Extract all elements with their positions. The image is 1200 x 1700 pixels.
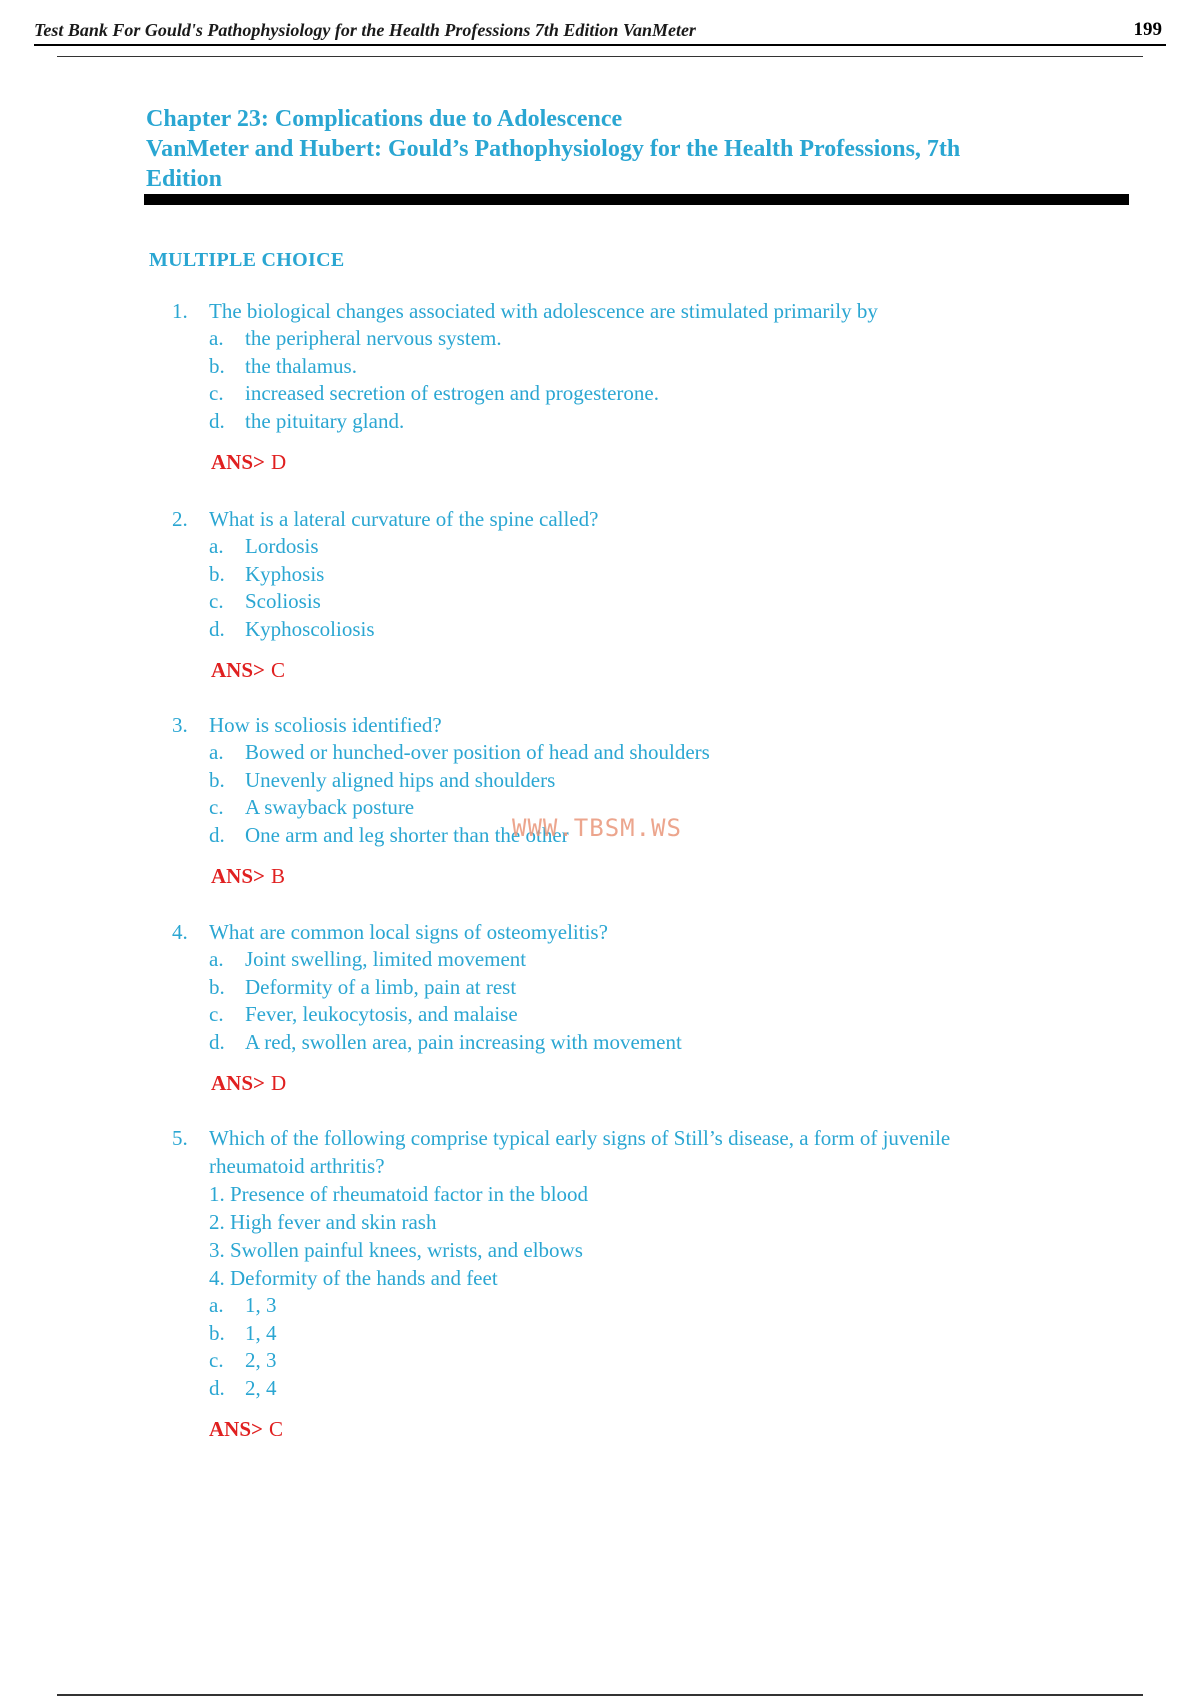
answer-label: ANS> — [211, 450, 265, 474]
option-b — [209, 353, 1072, 381]
option-text: Unevenly aligned hips and shoulders — [245, 767, 556, 792]
answer-value: B — [270, 864, 285, 888]
question-text: What are common local signs of osteomyelitis? — [209, 920, 608, 944]
option-letter: a. — [209, 534, 224, 558]
option-a — [209, 739, 1072, 767]
option-letter: d. — [209, 1029, 225, 1054]
question-stem — [172, 297, 1072, 325]
option-text: increased secretion of estrogen and progesterone. — [245, 381, 659, 405]
option-text: Kyphosis — [245, 561, 325, 586]
option-letter: c. — [209, 381, 224, 405]
book-title-line-2: Edition — [146, 166, 223, 192]
question-number: 5. — [172, 1126, 188, 1150]
option-text: 1, 3 — [245, 1293, 277, 1317]
statement-item: 1. Presence of rheumatoid factor in the blood — [209, 1182, 589, 1206]
option-a — [209, 533, 1072, 561]
option-c — [209, 588, 1072, 616]
option-text: One arm and leg shorter than the other — [245, 822, 569, 847]
option-letter: a. — [209, 740, 224, 764]
question-number: 2. — [172, 507, 188, 531]
statement-item: 2. High fever and skin rash — [209, 1210, 437, 1234]
option-text: Scoliosis — [245, 589, 321, 613]
option-letter: d. — [209, 822, 225, 847]
answer-value: C — [268, 1417, 283, 1441]
option-letter: b. — [209, 561, 225, 586]
question-2 — [172, 505, 1072, 684]
option-c — [209, 380, 1072, 408]
footer-rule — [57, 1694, 1143, 1696]
answer-line — [209, 1415, 1072, 1443]
chapter-divider-bar — [144, 194, 1129, 205]
option-text: A red, swollen area, pain increasing with movement — [245, 1029, 682, 1054]
chapter-heading — [146, 104, 1136, 194]
answer-line — [211, 862, 1072, 890]
question-text — [209, 1124, 1072, 1180]
option-text: the thalamus. — [245, 353, 357, 378]
option-text: 2, 3 — [245, 1348, 277, 1372]
book-title-line-1: VanMeter and Hubert: Gould’s Pathophysiology for the Health Professions, 7th — [146, 136, 961, 162]
option-a — [209, 1292, 1072, 1320]
option-c — [209, 1347, 1072, 1375]
option-text: Lordosis — [245, 534, 319, 558]
option-letter: b. — [209, 767, 225, 792]
option-letter: d. — [209, 408, 225, 433]
option-text: 1, 4 — [245, 1320, 277, 1345]
answer-line — [211, 656, 1072, 684]
question-text-line-1: Which of the following comprise typical early signs of Still’s disease, a form of juvenile — [209, 1126, 951, 1150]
option-letter: c. — [209, 1002, 224, 1026]
answer-value: D — [270, 450, 287, 474]
answer-value: C — [270, 658, 285, 682]
answer-line — [211, 1069, 1072, 1097]
option-text: the pituitary gland. — [245, 408, 405, 433]
question-number: 1. — [172, 299, 188, 323]
answer-label: ANS> — [211, 1071, 265, 1095]
statement-item: 3. Swollen painful knees, wrists, and elbows — [209, 1238, 583, 1262]
option-letter: d. — [209, 1375, 225, 1400]
question-3 — [172, 711, 1072, 890]
answer-line — [211, 448, 1072, 476]
header-rule — [57, 56, 1143, 57]
question-1 — [172, 297, 1072, 476]
option-c — [209, 1001, 1072, 1029]
option-letter: d. — [209, 616, 225, 641]
option-text: Kyphoscoliosis — [245, 616, 375, 641]
option-b — [209, 974, 1072, 1002]
option-d — [209, 616, 1072, 644]
question-stem — [172, 918, 1072, 946]
question-text: How is scoliosis identified? — [209, 713, 442, 737]
question-number: 3. — [172, 713, 188, 737]
option-d — [209, 1029, 1072, 1057]
option-letter: b. — [209, 353, 225, 378]
option-a — [209, 325, 1072, 353]
answer-label: ANS> — [211, 864, 265, 888]
answer-label: ANS> — [211, 658, 265, 682]
watermark: WWW.TBSM.WS — [512, 814, 682, 842]
option-letter: b. — [209, 974, 225, 999]
question-5 — [172, 1124, 1072, 1443]
chapter-title: Chapter 23: Complications due to Adolescence — [146, 106, 623, 132]
question-text-line-2: rheumatoid arthritis? — [209, 1154, 385, 1178]
option-text: Bowed or hunched-over position of head and shoulders — [245, 740, 710, 764]
question-stem — [172, 711, 1072, 739]
running-header — [34, 16, 1166, 46]
answer-value: D — [270, 1071, 287, 1095]
option-letter: a. — [209, 326, 224, 350]
question-4 — [172, 918, 1072, 1097]
question-stem — [172, 505, 1072, 533]
option-d — [209, 1375, 1072, 1403]
option-text: Joint swelling, limited movement — [245, 947, 527, 971]
option-text: 2, 4 — [245, 1375, 277, 1400]
option-b — [209, 767, 1072, 795]
question-stem — [172, 1124, 1072, 1180]
question-text: What is a lateral curvature of the spine called? — [209, 507, 599, 531]
page-number: 199 — [1133, 19, 1162, 40]
option-text: A swayback posture — [245, 795, 415, 819]
option-letter: a. — [209, 947, 224, 971]
option-b — [209, 1320, 1072, 1348]
option-d — [209, 408, 1072, 436]
option-b — [209, 561, 1072, 589]
option-text: Deformity of a limb, pain at rest — [245, 974, 517, 999]
option-letter: a. — [209, 1293, 224, 1317]
option-a — [209, 946, 1072, 974]
option-text: the peripheral nervous system. — [245, 326, 502, 350]
option-letter: c. — [209, 795, 224, 819]
option-letter: c. — [209, 589, 224, 613]
option-letter: b. — [209, 1320, 225, 1345]
question-number: 4. — [172, 920, 188, 944]
statement-item: 4. Deformity of the hands and feet — [209, 1266, 498, 1290]
option-text: Fever, leukocytosis, and malaise — [245, 1002, 518, 1026]
running-title: Test Bank For Gould's Pathophysiology for the Health Professions 7th Edition VanMeter — [34, 19, 696, 40]
question-text: The biological changes associated with adolescence are stimulated primarily by — [209, 299, 878, 323]
option-letter: c. — [209, 1348, 224, 1372]
answer-label: ANS> — [209, 1417, 263, 1441]
section-heading: MULTIPLE CHOICE — [149, 249, 345, 271]
